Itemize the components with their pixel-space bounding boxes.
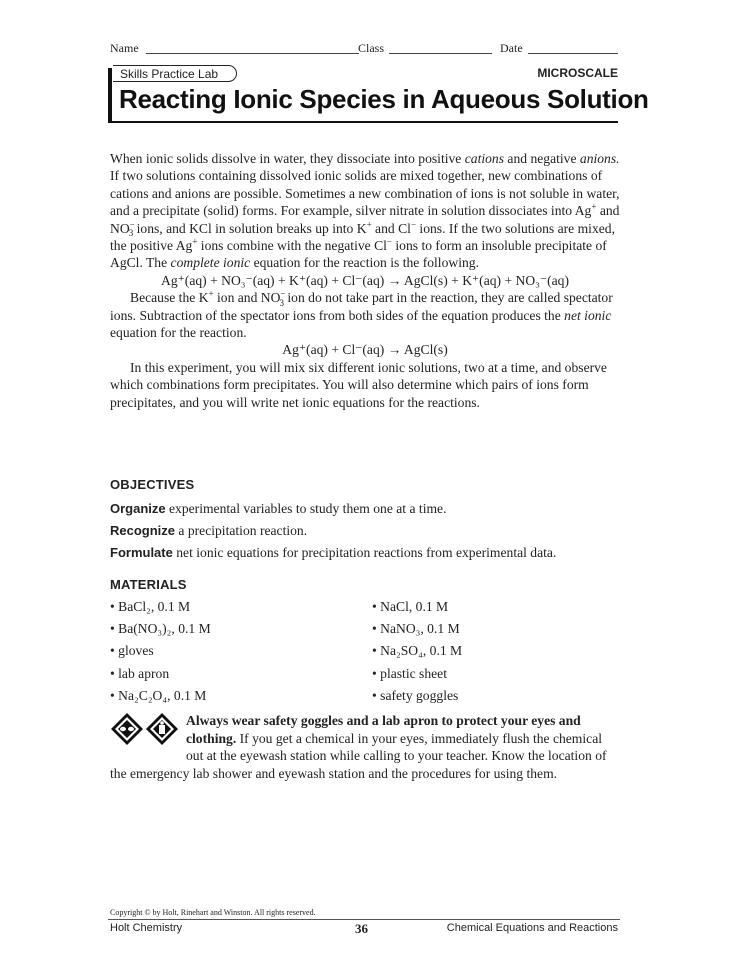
title-rule	[108, 121, 618, 123]
eye-protection-icon	[111, 713, 143, 745]
intro-paragraph-3: In this experiment, you will mix six different ionic solutions, two at a time, and observe which combinations form precipitates. You will also determine which pairs of ions form precipitates, and you will write net ionic equations for the reactions.	[110, 359, 607, 410]
class-label: Class	[358, 41, 385, 55]
material-item: • BaCl₂, 0.1 M	[110, 599, 191, 614]
material-item: • NaNO₃, 0.1 M	[372, 621, 460, 637]
class-field[interactable]	[389, 53, 492, 54]
date-field[interactable]	[528, 53, 618, 54]
material-item: • Na₂C₂O₄, 0.1 M	[110, 687, 207, 703]
material-item: • lab apron	[110, 665, 170, 681]
lab-type-tag: Skills Practice Lab	[113, 65, 237, 82]
objectives-heading: OBJECTIVES	[110, 477, 195, 492]
intro-paragraph-2: Because the K+ ion and $NO^-_3$ ion do not take part in the reaction, they are called spectator ions. Subtraction of the spectator ions from both sides of the equation produces the net ionic equation for the reaction.	[110, 288, 613, 341]
complete-ionic-equation: Ag⁺(aq) + NO₃⁻(aq) + K⁺(aq) + Cl⁻(aq) → AgCl(s) + K⁺(aq) + NO₃⁻(aq)	[161, 272, 569, 288]
title-bar	[108, 68, 112, 122]
material-item: • plastic sheet	[372, 665, 447, 681]
intro-text	[110, 150, 620, 411]
intro-paragraph-1: When ionic solids dissolve in water, they dissociate into positive cations and negative anions. If two solutions containing dissolved ionic solids are mixed together, new combinations of cations and anions are possible. Sometimes a new combination of ions is not soluble in water, and a precipitate (solid) forms. For example, silver nitrate in solution dissociates into Ag+ and $NO^-_3$ ions, and KCl in solution breaks up into K+ and Cl− ions. If the two solutions are mixed, the positive Ag+ ions combine with the negative Cl− ions to form an insoluble precipitate of AgCl. The complete ionic equation for the reaction is the following.	[110, 151, 620, 271]
chapter-title: Chemical Equations and Reactions	[446, 922, 618, 934]
safety-icons	[110, 712, 180, 748]
page-number: 36	[355, 921, 368, 936]
objective-item: Formulate net ionic equations for precipitation reactions from experimental data.	[110, 545, 557, 560]
footer-rule	[108, 919, 620, 920]
material-item: • Na₂SO₄, 0.1 M	[372, 643, 463, 659]
clothing-protection-icon	[146, 713, 178, 745]
objective-item: Organize experimental variables to study them one at a time.	[110, 501, 447, 516]
name-field[interactable]	[146, 53, 359, 54]
materials-heading: MATERIALS	[110, 577, 187, 592]
scale-label: MICROSCALE	[537, 66, 618, 80]
net-ionic-equation: Ag⁺(aq) + Cl⁻(aq) → AgCl(s)	[282, 342, 448, 358]
date-label: Date	[500, 41, 523, 55]
safety-note: Always wear safety goggles and a lab apron to protect your eyes and clothing. If you get a chemical in your eyes, immediately flush the chemical out at the eyewash station while calling to your teacher. Know the location of the emergency lab shower and eyewash station and the procedures for using them.	[110, 713, 607, 781]
material-item: • Ba(NO₃)₂, 0.1 M	[110, 621, 211, 637]
objective-item: Recognize a precipitation reaction.	[110, 523, 308, 538]
name-label: Name	[110, 41, 139, 55]
materials-list-right	[372, 596, 462, 707]
material-item: • safety goggles	[372, 687, 459, 703]
material-item: • gloves	[110, 643, 154, 659]
materials-list-left	[110, 596, 211, 707]
page-title: Reacting Ionic Species in Aqueous Solution	[119, 84, 649, 114]
copyright: Copyright © by Holt, Rinehart and Winston. All rights reserved.	[110, 908, 316, 917]
book-title: Holt Chemistry	[110, 922, 183, 934]
material-item: • NaCl, 0.1 M	[372, 599, 449, 614]
safety-symbols	[110, 712, 180, 748]
